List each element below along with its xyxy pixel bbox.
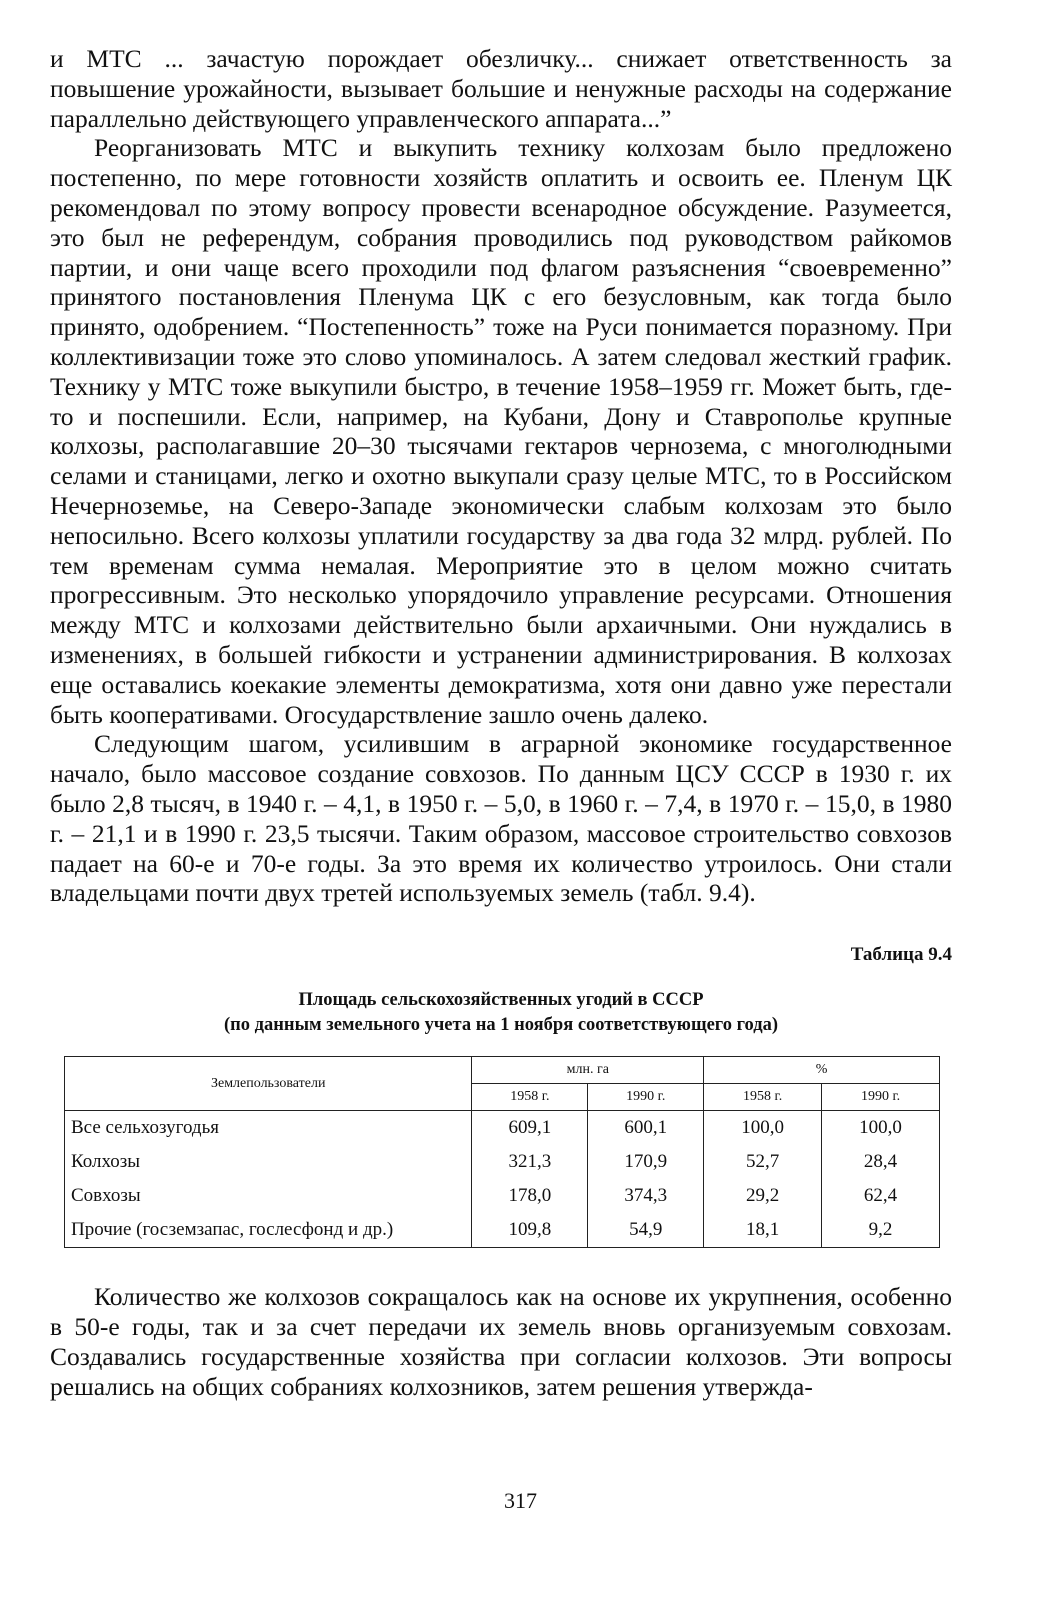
row-name: Совхозы (65, 1179, 472, 1213)
header-year: 1990 г. (588, 1084, 704, 1111)
table-caption: Таблица 9.4 (850, 944, 952, 966)
header-land-users: Землепользователи (65, 1057, 472, 1111)
cell-value: 52,7 (704, 1145, 822, 1179)
cell-value: 609,1 (472, 1111, 588, 1146)
cell-value: 109,8 (472, 1213, 588, 1248)
cell-value: 178,0 (472, 1179, 588, 1213)
row-name: Колхозы (65, 1145, 472, 1179)
row-name: Прочие (госземзапас, гослесфонд и др.) (65, 1213, 472, 1248)
cell-value: 100,0 (822, 1111, 940, 1146)
table-row (65, 1111, 940, 1146)
cell-value: 62,4 (822, 1179, 940, 1213)
cell-value: 100,0 (704, 1111, 822, 1146)
cell-value: 28,4 (822, 1145, 940, 1179)
cell-value: 374,3 (588, 1179, 704, 1213)
table-title (50, 988, 952, 1038)
cell-value: 54,9 (588, 1213, 704, 1248)
cell-value: 600,1 (588, 1111, 704, 1146)
page-body (50, 44, 952, 1401)
paragraph-sovkhozes: Следующим шагом, усилившим в аграрной экономике государственное начало, было массовое создание совхозов. По данным ЦСУ СССР в 1930 г. их было 2,8 тысяч, в 1940 г. – 4,1, в 1950 г. – 5,0, в 1960 г. – 7,4, в 1970 г. – 15,0, в 1980 г. – 21,1 и в 1990 г. 23,5 тысячи. Таким образом, массовое строительство совхозов падает на 60-е и 70-е годы. За это время их количество утроилось. Они стали владельцами почти двух третей используемых земель (табл. 9.4). (50, 729, 952, 908)
paragraph-continuation: и МТС ... зачастую порождает обезличку... снижает ответственность за повышение урожайности, вызывает большие и ненужные расходы на содержание параллельно действующего управленческого аппарата...” (50, 44, 952, 133)
header-year: 1958 г. (472, 1084, 588, 1111)
header-percent: % (704, 1057, 940, 1084)
table-row (65, 1213, 940, 1248)
header-million-ha: млн. га (472, 1057, 704, 1084)
table-title-line2: (по данным земельного учета на 1 ноября соответствующего года) (223, 1015, 779, 1036)
paragraph-mts-reorganization: Реорганизовать МТС и выкупить технику колхозам было предложено постепенно, по мере готовности хозяйств оплатить и освоить ее. Пленум ЦК рекомендовал по этому вопросу провести всенародное обсуждение. Разумеется, это был не референдум, собрания проводились под руководством райкомов партии, и они чаще всего проходили под флагом разъяснения “своевременно” принятого постановления Пленума ЦК с его безусловным, как тогда было принято, одобрением. “Постепенность” тоже на Руси понимается поразному. При коллективизации тоже это слово упоминалось. А затем следовал жесткий график. Технику у МТС тоже выкупили быстро, в течение 1958–1959 гг. Может быть, где-то и поспешили. Если, например, на Кубани, Дону и Ставрополье крупные колхозы, располагавшие 20–30 тысячами гектаров чернозема, с многолюдными селами и станицами, легко и охотно выкупали сразу целые МТС, то в Российском Нечерноземье, на Северо-Западе экономически слабым колхозам это было непосильно. Всего колхозы уплатили государству за два года 32 млрд. рублей. По тем временам сумма немалая. Мероприятие это в целом можно считать прогрессивным. Это несколько упорядочило управление ресурсами. Отношения между МТС и колхозами действительно были архаичными. Они нуждались в изменениях, в большей гибкости и устранении администрирования. В колхозах еще оставались коекакие элементы демократизма, хотя они давно уже перестали быть кооперативами. Огосударствление зашло очень далеко. (50, 133, 952, 729)
cell-value: 18,1 (704, 1213, 822, 1248)
cell-value: 9,2 (822, 1213, 940, 1248)
cell-value: 170,9 (588, 1145, 704, 1179)
cell-value: 29,2 (704, 1179, 822, 1213)
land-table (64, 1056, 940, 1248)
table-title-line1: Площадь сельскохозяйственных угодий в СССР (298, 990, 704, 1011)
table-row (65, 1145, 940, 1179)
table-row (65, 1179, 940, 1213)
cell-value: 321,3 (472, 1145, 588, 1179)
header-year: 1958 г. (704, 1084, 822, 1111)
page-number: 317 (504, 1488, 537, 1513)
header-year: 1990 г. (822, 1084, 940, 1111)
paragraph-kolkhoz-decline: Количество же колхозов сокращалось как на основе их укрупнения, особенно в 50-е годы, так и за счет передачи их земель вновь организуемым совхозам. Создавались государственные хозяйства при согласии колхозов. Эти вопросы решались на общих собраниях колхозников, затем решения утвержда- (50, 1282, 952, 1401)
row-name: Все сельхозугодья (65, 1111, 472, 1146)
